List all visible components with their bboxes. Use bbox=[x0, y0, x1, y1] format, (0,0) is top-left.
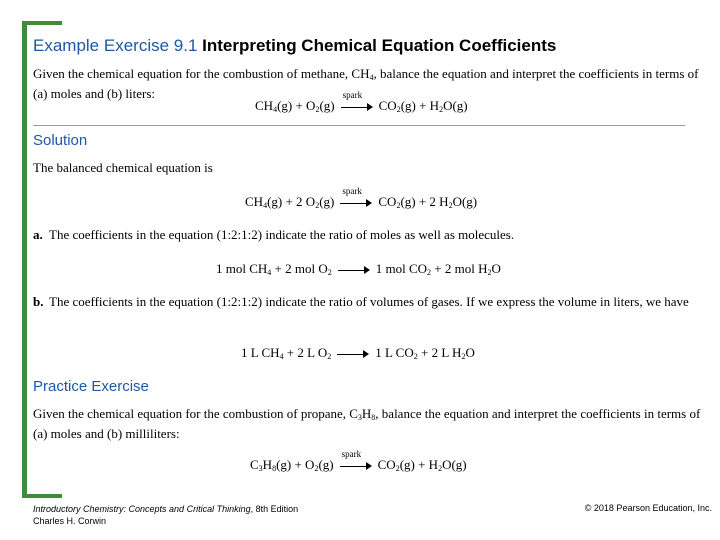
reaction-arrow bbox=[337, 349, 369, 359]
volume-ratio-equation: 1 L $CH_4 + 2$ L $O_2$ 1 L $CO_2 + 2$ L $H_2O$ bbox=[241, 345, 475, 361]
reaction-arrow: spark bbox=[341, 102, 373, 112]
frame-left-border bbox=[22, 21, 27, 498]
footer-copyright: © 2018 Pearson Education, Inc. bbox=[584, 503, 712, 513]
frame-bottom-border bbox=[22, 494, 62, 498]
reaction-arrow bbox=[338, 265, 370, 275]
book-author: Charles H. Corwin bbox=[33, 516, 107, 526]
example-subtitle: Interpreting Chemical Equation Coefficients bbox=[202, 36, 557, 55]
solution-heading: Solution bbox=[33, 132, 88, 149]
practice-statement: Given the chemical equation for the combustion of propane, $C_3H_8$, balance the equation and interpret the coefficients in terms of (a) moles and (b) milliliters: bbox=[33, 406, 701, 441]
footer-citation bbox=[33, 503, 298, 527]
mole-ratio-equation: 1 mol $CH_4 + 2$ mol $O_2$ 1 mol $CO_2 + 2$ mol $H_2O$ bbox=[216, 261, 501, 277]
unbalanced-equation: $CH_4(g) + O_2(g)$ spark $CO_2(g) + H_2O(g)$ bbox=[255, 90, 468, 114]
practice-heading: Practice Exercise bbox=[33, 378, 149, 395]
part-a-text: The coefficients in the equation (1:2:1:2) indicate the ratio of moles as well as molecules. bbox=[49, 227, 515, 242]
page-title bbox=[33, 36, 556, 56]
book-title: Introductory Chemistry: Concepts and Critical Thinking bbox=[33, 504, 251, 514]
section-divider bbox=[33, 125, 685, 126]
reaction-arrow: spark bbox=[340, 461, 372, 471]
practice-equation: $C_3H_8(g) + O_2(g)$ spark $CO_2(g) + H_2O(g)$ bbox=[250, 449, 467, 473]
balanced-equation: $CH_4(g) + 2$ $O_2(g)$ spark $CO_2(g) + 2$ $H_2O(g)$ bbox=[245, 186, 478, 210]
book-edition: , 8th Edition bbox=[250, 504, 299, 514]
part-a bbox=[33, 227, 698, 243]
problem-statement: Given the chemical equation for the combustion of methane, $CH_4$, balance the equation and interpret the coefficients in terms of (a) moles and (b) liters: bbox=[33, 66, 699, 101]
part-b-label: b. bbox=[33, 294, 44, 309]
part-b-text: The coefficients in the equation (1:2:1:2) indicate the ratio of volumes of gases. If we express the volume in liters, we have bbox=[49, 294, 689, 309]
solution-intro: The balanced chemical equation is bbox=[33, 160, 213, 175]
example-label: Example Exercise 9.1 bbox=[33, 36, 198, 55]
reaction-arrow: spark bbox=[340, 198, 372, 208]
part-a-label: a. bbox=[33, 227, 43, 242]
frame-top-border bbox=[22, 21, 62, 25]
part-b bbox=[33, 294, 698, 310]
